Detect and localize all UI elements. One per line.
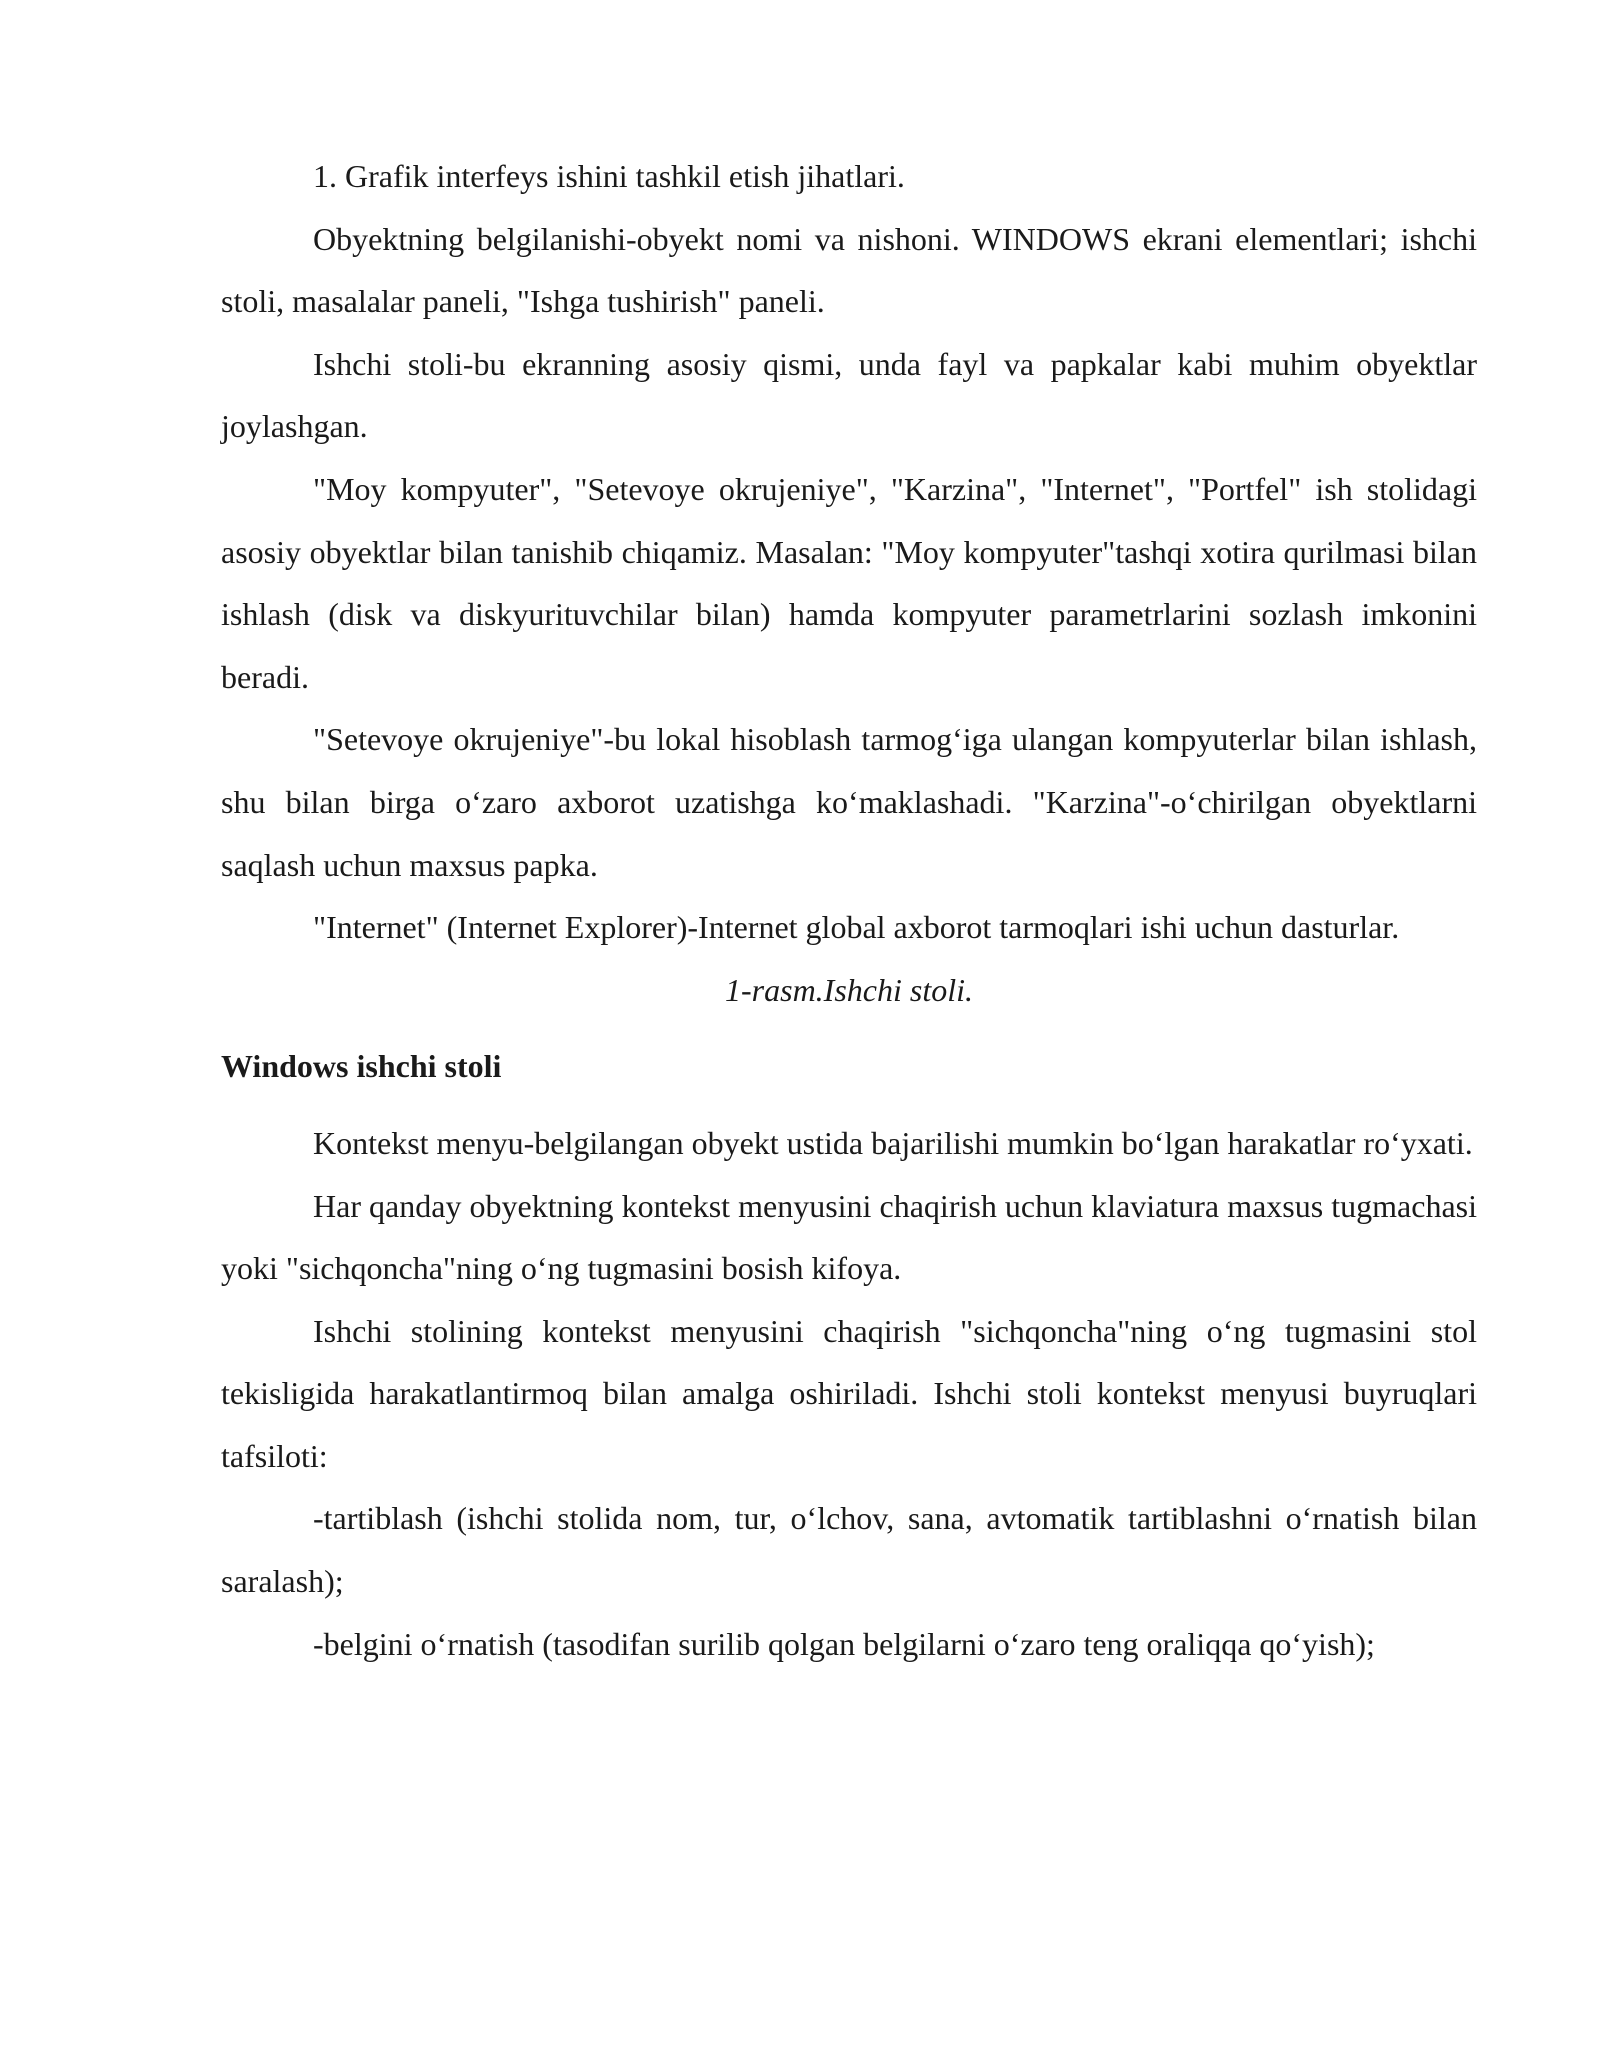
paragraph-object-marking: Obyektning belgilanishi-obyekt nomi va nishoni. WINDOWS ekrani elementlari; ishchi stoli, masalalar paneli, "Ishga tushirish" paneli.	[221, 220, 1477, 320]
paragraph-network-recycle: "Setevoye okrujeniye"-bu lokal hisoblash tarmog‘iga ulangan kompyuterlar bilan ishlash, shu bilan birga o‘zaro axborot uzatishga ko‘maklashadi. "Karzina"-o‘chirilgan obyektlarni saqlash uchun maxsus papka.	[221, 721, 1477, 883]
paragraph-internet: "Internet" (Internet Explorer)-Internet global axborot tarmoqlari ishi uchun dasturlar.	[313, 909, 1400, 946]
paragraph-desktop-objects: "Moy kompyuter", "Setevoye okrujeniye", "Karzina", "Internet", "Portfel" ish stolidagi asosiy obyektlar bilan tanishib chiqamiz. Masalan: "Moy kompyuter"tashqi xotira qurilmasi bilan ishlash (disk va diskyurituvchilar bilan) hamda kompyuter parametrlarini sozlash imkonini beradi.	[221, 470, 1477, 695]
list-item-icon-placement: -belgini o‘rnatish (tasodifan surilib qolgan belgilarni o‘zaro teng oraliqqa qo‘yish);	[313, 1625, 1375, 1662]
document-page	[221, 145, 1477, 1675]
section-heading: Windows ishchi stoli	[221, 1048, 502, 1085]
paragraph-context-menu: Kontekst menyu-belgilangan obyekt ustida bajarilishi mumkin bo‘lgan harakatlar ro‘yxati.	[313, 1124, 1473, 1161]
paragraph-desktop-definition: Ishchi stoli-bu ekranning asosiy qismi, unda fayl va papkalar kabi muhim obyektlar joylashgan.	[221, 345, 1477, 445]
paragraph-context-menu-call: Har qanday obyektning kontekst menyusini chaqirish uchun klaviatura maxsus tugmachasi yoki "sichqoncha"ning o‘ng tugmasini bosish kifoya.	[221, 1187, 1477, 1287]
figure-caption: 1-rasm.Ishchi stoli.	[725, 971, 973, 1008]
section-title-paragraph: 1. Grafik interfeys ishini tashkil etish jihatlari.	[313, 158, 905, 194]
list-item-sorting: -tartiblash (ishchi stolida nom, tur, o‘lchov, sana, avtomatik tartiblashni o‘rnatish bilan saralash);	[221, 1500, 1477, 1600]
paragraph-desktop-context-menu: Ishchi stolining kontekst menyusini chaqirish "sichqoncha"ning o‘ng tugmasini stol tekisligida harakatlantirmoq bilan amalga oshiriladi. Ishchi stoli kontekst menyusi buyruqlari tafsiloti:	[221, 1312, 1477, 1474]
